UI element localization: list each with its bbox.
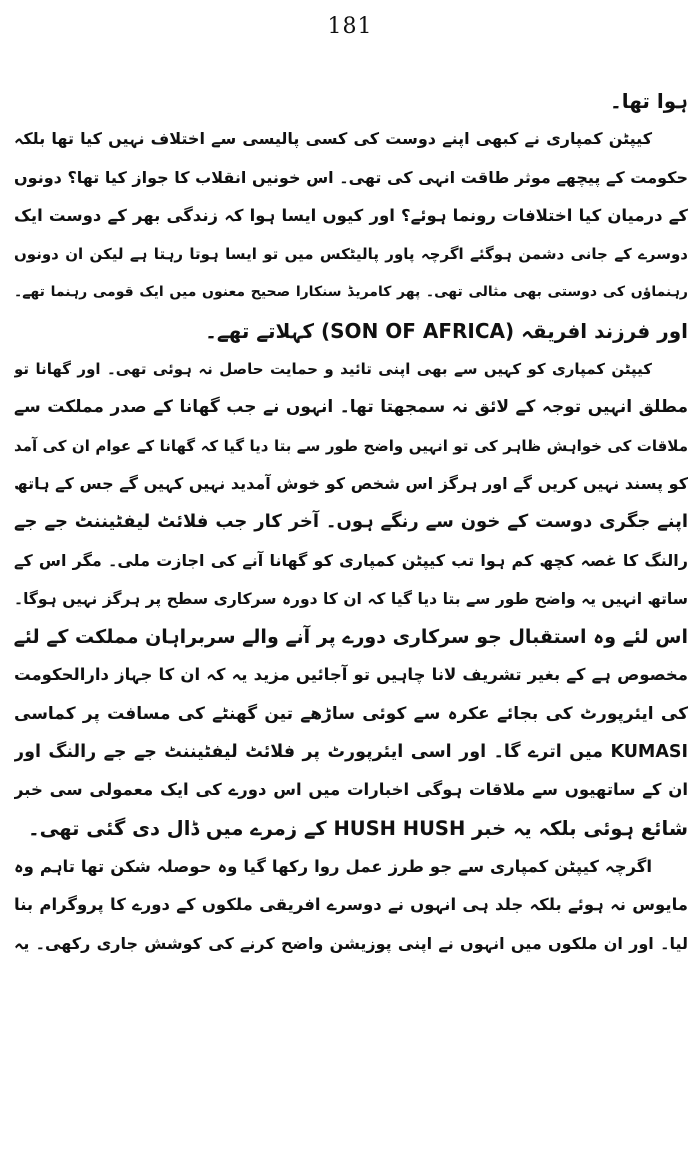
text-line: ساتھ انہیں یہ واضح طور سے بتا دیا گیا کہ ان کا دورہ سرکاری سطح پر ہرگز نہیں ہوگا۔ (14, 589, 688, 608)
text-line: رہنماؤں کی دوستی بھی مثالی تھی۔ پھر کامریڈ سنکارا صحیح معنوں میں ایک قومی رہنما تھے۔ (14, 284, 688, 301)
text-line: شائع ہوئی بلکہ یہ خبر HUSH HUSH کے زمرے میں ڈال دی گئی تھی۔ (28, 816, 688, 840)
text-line: کیپٹن کمپاری کو کہیں سے بھی اپنی تائید و حمایت حاصل نہ ہوئی تھی۔ اور گھانا تو (14, 360, 652, 379)
text-line: ہوا تھا۔ (609, 89, 688, 113)
text-line: کیپٹن کمپاری نے کبھی اپنے دوست کی کسی پالیسی سے اختلاف نہیں کیا تھا بلکہ (14, 129, 652, 149)
page-number: 181 (327, 14, 373, 39)
text-line: کی ایئرپورٹ کی بجائے عکرہ سے کوئی ساڑھے تین گھنٹے کی مسافت پر کماسی (14, 703, 688, 724)
text-line: کو پسند نہیں کریں گے اور ہرگز اس شخص کو خوش آمدید نہیں کہیں گے جس کے ہاتھ (14, 473, 688, 493)
text-line: ان کے ساتھیوں سے ملاقات ہوگی اخبارات میں اس دورے کی ایک معمولی سی خبر (14, 780, 688, 800)
text-line: دوسرے کے جانی دشمن ہوگئے اگرچہ پاور پالیٹکس میں تو ایسا ہوتا رہتا ہے لیکن ان دونوں (14, 245, 688, 264)
text-line: اپنے جگری دوست کے خون سے رنگے ہوں۔ آخر کار جب فلائٹ لیفٹیننٹ جے جے (14, 511, 688, 533)
text-line: KUMASI میں اترے گا۔ اور اسی ایئرپورٹ پر فلائٹ لیفٹیننٹ جے جے رالنگ اور (14, 742, 688, 763)
text-line: اور فرزند افریقہ (SON OF AFRICA) کہلاتے تھے۔ (205, 318, 688, 343)
text-line: حکومت کے پیچھے موثر طاقت انہی کی تھی۔ اس خونیں انقلاب کا جواز کیا تھا؟ دونوں (14, 167, 688, 187)
text-line: مایوس نہ ہوئے بلکہ جلد ہی انہوں نے دوسرے افریقی ملکوں کے دورے کا پروگرام بنا (14, 895, 688, 915)
text-line: کے درمیان کیا اختلافات رونما ہوئے؟ اور کیوں ایسا ہوا کہ زندگی بھر کے دوست ایک (14, 205, 688, 225)
text-line: مخصوص ہے کے بغیر تشریف لانا چاہیں تو آجائیں مزید یہ کہ ان کا جہاز دارالحکومت (14, 665, 688, 685)
text-line: رالنگ کا غصہ کچھ کم ہوا تب کیپٹن کمپاری کو گھانا آنے کی اجازت ملی۔ مگر اس کے (14, 550, 688, 570)
text-line: ملاقات کی خواہش ظاہر کی تو انہیں واضح طور سے بتا دیا گیا کہ گھانا کے عوام ان کی آمد (14, 436, 688, 455)
text-line: مطلق انہیں توجہ کے لائق نہ سمجھتا تھا۔ انہوں نے جب گھانا کے صدر مملکت سے (14, 397, 688, 418)
text-line: اگرچہ کیپٹن کمپاری سے جو طرز عمل روا رکھا گیا وہ حوصلہ شکن تھا تاہم وہ (14, 856, 652, 876)
text-line: لیا۔ اور ان ملکوں میں انہوں نے اپنی پوزیشن واضح کرنے کی کوشش جاری رکھی۔ یہ (14, 933, 688, 953)
body-text (14, 82, 688, 963)
text-line: اس لئے وہ استقبال جو سرکاری دورے پر آنے والے سربراہان مملکت کے لئے (14, 626, 688, 649)
